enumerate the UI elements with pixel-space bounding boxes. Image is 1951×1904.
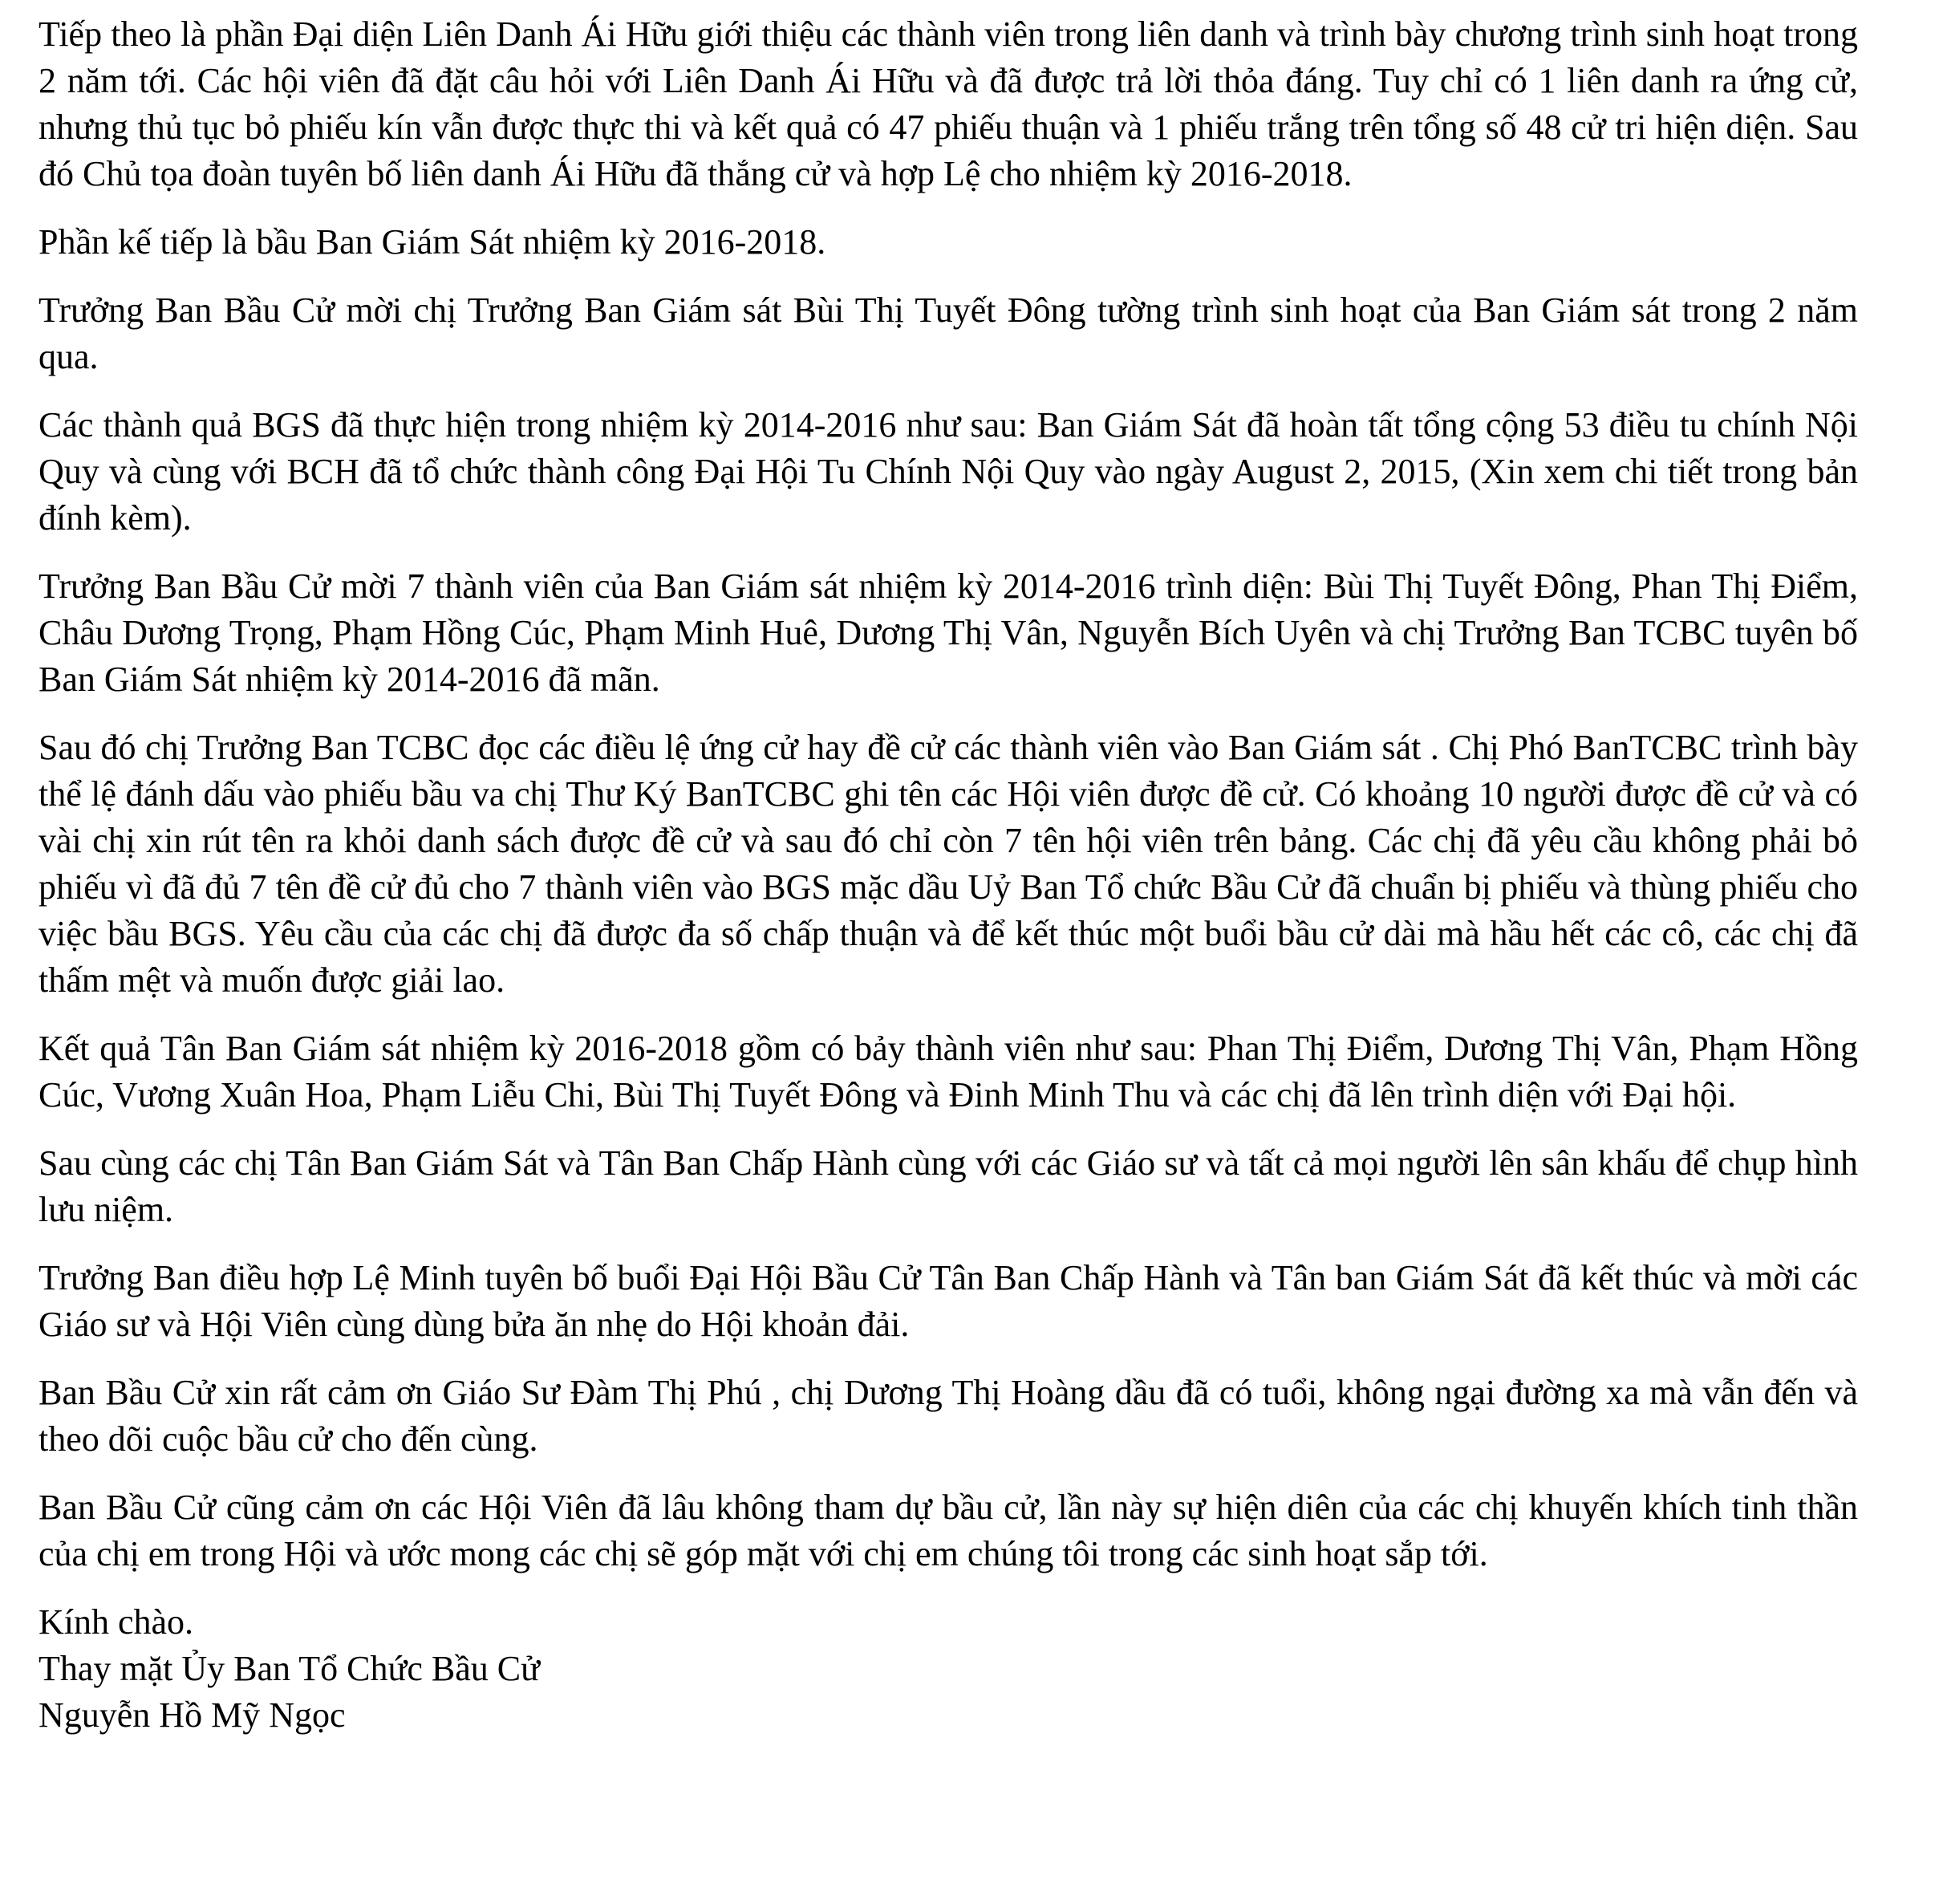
- paragraph-closing-announcement: Trưởng Ban điều hợp Lệ Minh tuyên bố buổi Đại Hội Bầu Cử Tân Ban Chấp Hành và Tân ban Giám Sát đã kết thúc và mời các Giáo sư và Hội Viên cùng dùng bửa ăn nhẹ do Hội khoản đải.: [39, 1258, 1858, 1344]
- signature-block: [39, 1599, 1858, 1739]
- paragraph-supervisory-report-invite: Trưởng Ban Bầu Cử mời chị Trưởng Ban Giám sát Bùi Thị Tuyết Đông tường trình sinh hoạt của Ban Giám sát trong 2 năm qua.: [39, 290, 1858, 376]
- paragraph-thanks-elders: Ban Bầu Cử xin rất cảm ơn Giáo Sư Đàm Thị Phú , chị Dương Thị Hoàng dầu đã có tuổi, không ngại đường xa mà vẫn đến và theo dõi cuộc bầu cử cho đến cùng.: [39, 1373, 1858, 1459]
- paragraph-supervisory-election-intro: Phần kế tiếp là bầu Ban Giám Sát nhiệm kỳ 2016-2018.: [39, 222, 826, 262]
- paragraph-nomination-process: Sau đó chị Trưởng Ban TCBC đọc các điều lệ ứng cử hay đề cử các thành viên vào Ban Giám sát . Chị Phó BanTCBC trình bày thể lệ đánh dấu vào phiếu bầu va chị Thư Ký BanTCBC ghi tên các Hội viên được đề cử. Có khoảng 10 người được đề cử và có vài chị xin rút tên ra khỏi danh sách được đề cử và sau đó chỉ còn 7 tên hội viên trên bảng. Các chị đã yêu cầu không phải bỏ phiếu vì đã đủ 7 tên đề cử đủ cho 7 thành viên vào BGS mặc dầu Uỷ Ban Tổ chức Bầu Cử đã chuẩn bị phiếu và thùng phiếu cho việc bầu BGS. Yêu cầu của các chị đã được đa số chấp thuận và để kết thúc một buổi bầu cử dài mà hầu hết các cô, các chị đã thấm mệt và muốn được giải lao.: [39, 728, 1858, 1000]
- paragraph-outgoing-members: Trưởng Ban Bầu Cử mời 7 thành viên của Ban Giám sát nhiệm kỳ 2014-2016 trình diện: Bùi Thị Tuyết Đông, Phan Thị Điểm, Châu Dương Trọng, Phạm Hồng Cúc, Phạm Minh Huê, Dương Thị Vân, Nguyễn Bích Uyên và chị Trưởng Ban TCBC tuyên bố Ban Giám Sát nhiệm kỳ 2014-2016 đã mãn.: [39, 566, 1858, 699]
- closing-greeting: Kính chào.: [39, 1602, 194, 1642]
- paragraph-slate-introduction: Tiếp theo là phần Đại diện Liên Danh Ái Hữu giới thiệu các thành viên trong liên danh và trình bày chương trình sinh hoạt trong 2 năm tới. Các hội viên đã đặt câu hỏi với Liên Danh Ái Hữu và đã được trả lời thỏa đáng. Tuy chỉ có 1 liên danh ra ứng cử, nhưng thủ tục bỏ phiếu kín vẫn được thực thi và kết quả có 47 phiếu thuận và 1 phiếu trắng trên tổng số 48 cử tri hiện diện. Sau đó Chủ tọa đoàn tuyên bố liên danh Ái Hữu đã thắng cử và hợp Lệ cho nhiệm kỳ 2016-2018.: [39, 14, 1858, 193]
- closing-on-behalf: Thay mặt Ủy Ban Tổ Chức Bầu Cử: [39, 1649, 540, 1688]
- signer-name: Nguyễn Hồ Mỹ Ngọc: [39, 1695, 346, 1735]
- paragraph-supervisory-achievements: Các thành quả BGS đã thực hiện trong nhiệm kỳ 2014-2016 như sau: Ban Giám Sát đã hoàn tất tổng cộng 53 điều tu chính Nội Quy và cùng với BCH đã tổ chức thành công Đại Hội Tu Chính Nội Quy vào ngày August 2, 2015, (Xin xem chi tiết trong bản đính kèm).: [39, 405, 1858, 538]
- paragraph-new-supervisory-board: Kết quả Tân Ban Giám sát nhiệm kỳ 2016-2018 gồm có bảy thành viên như sau: Phan Thị Điểm, Dương Thị Vân, Phạm Hồng Cúc, Vương Xuân Hoa, Phạm Liễu Chi, Bùi Thị Tuyết Đông và Đinh Minh Thu và các chị đã lên trình diện với Đại hội.: [39, 1029, 1858, 1114]
- paragraph-group-photo: Sau cùng các chị Tân Ban Giám Sát và Tân Ban Chấp Hành cùng với các Giáo sư và tất cả mọi người lên sân khấu để chụp hình lưu niệm.: [39, 1143, 1858, 1229]
- document-body: [39, 11, 1858, 1739]
- paragraph-thanks-members: Ban Bầu Cử cũng cảm ơn các Hội Viên đã lâu không tham dự bầu cử, lần này sự hiện diên của các chị khuyến khích tinh thần của chị em trong Hội và ước mong các chị sẽ góp mặt với chị em chúng tôi trong các sinh hoạt sắp tới.: [39, 1488, 1858, 1573]
